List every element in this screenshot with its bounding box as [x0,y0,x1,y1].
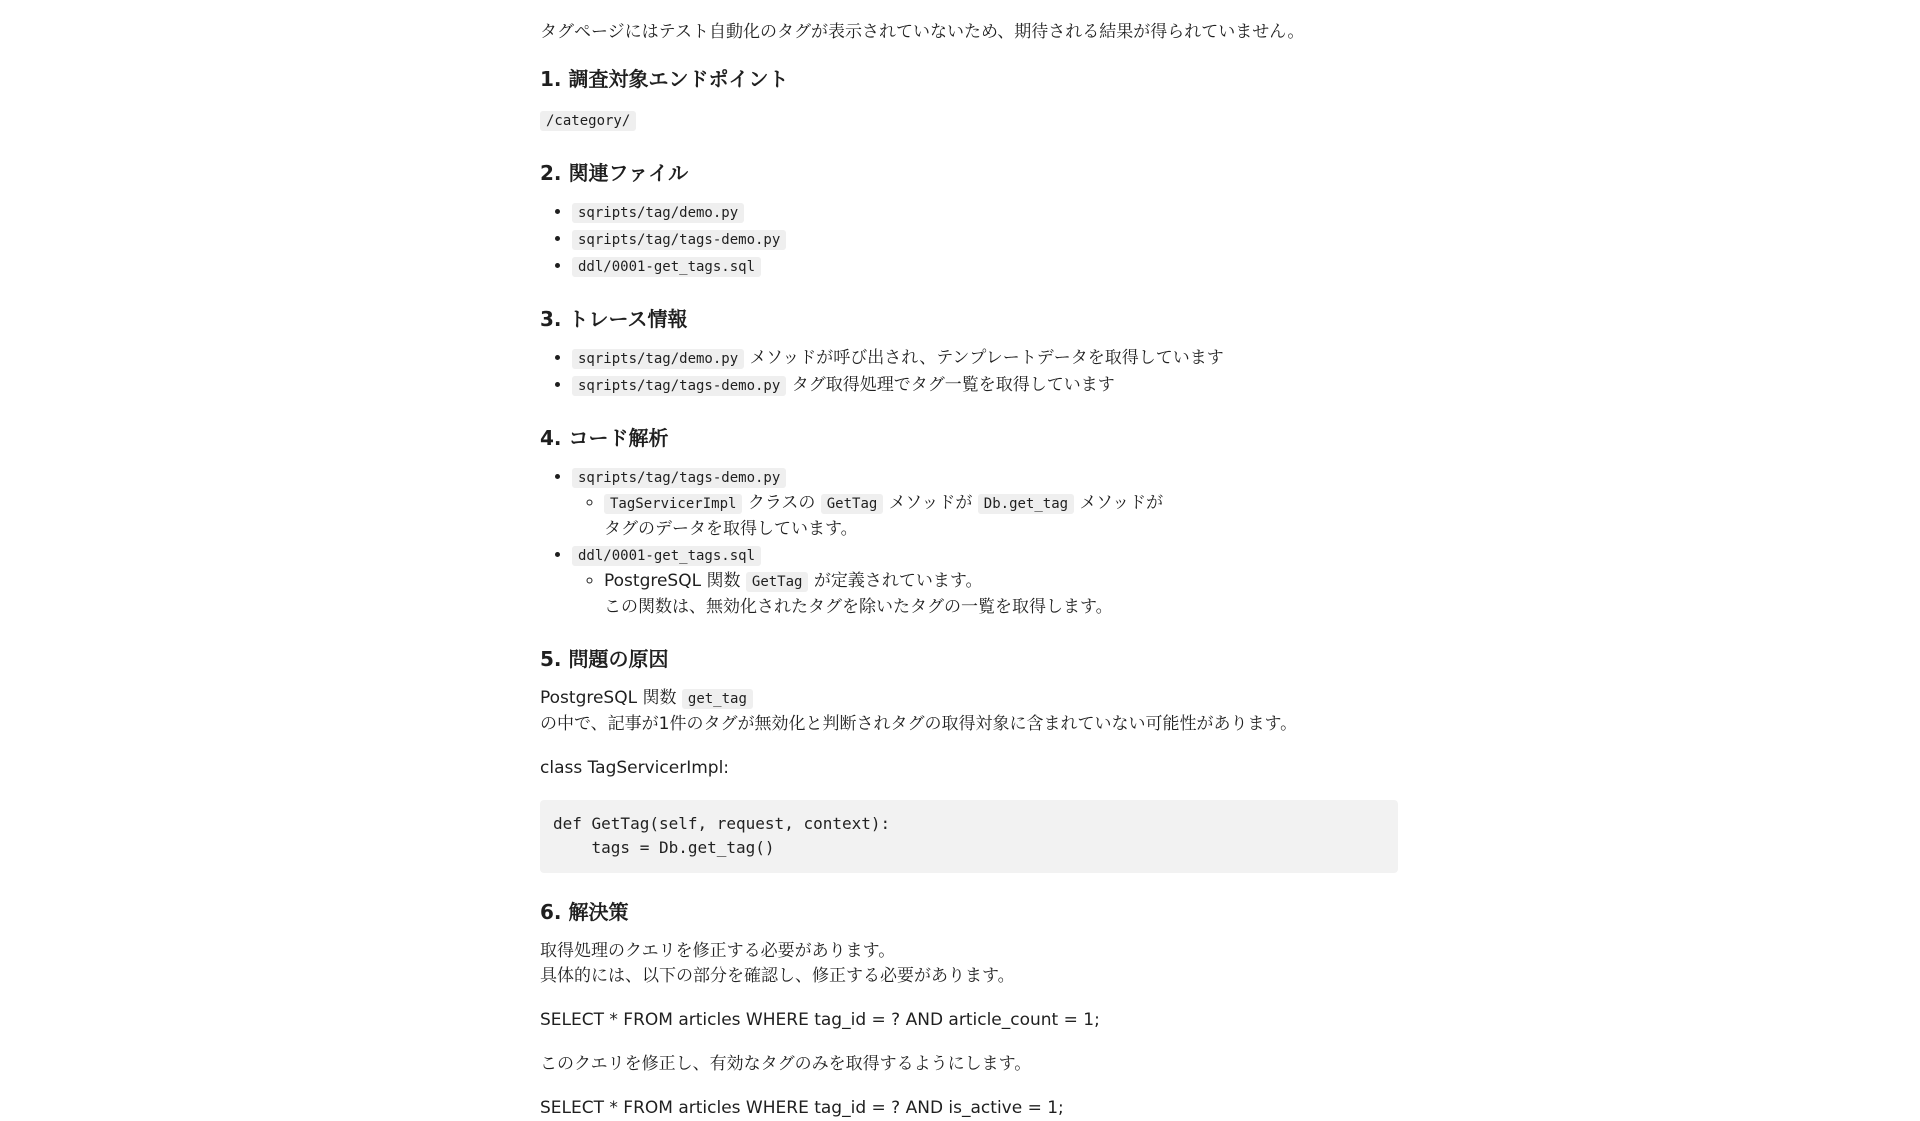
analysis-text: タグのデータを取得しています。 [604,519,858,539]
cause-text: PostgreSQL 関数 [540,688,682,708]
query-1: SELECT * FROM articles WHERE tag_id = ? AND article_count = 1; [540,1010,1100,1030]
trace-text: タグ取得処理でタグ一覧を取得しています [786,375,1115,395]
list-item [572,346,1400,372]
code-line: def GetTag(self, request, context): [553,814,891,833]
endpoint-code: /category/ [540,111,636,131]
list-item [572,373,1400,399]
list-item [572,465,1400,542]
list-item [572,200,1400,226]
list-item [604,491,1400,542]
solution-text: 具体的には、以下の部分を確認し、修正する必要があります。 [540,966,1015,986]
solution-paragraph-2: このクエリを修正し、有効なタグのみを取得するようにします。 [540,1054,1032,1074]
cause-text: の中で、記事が1件のタグが無効化と判断されタグの取得対象に含まれていない可能性があります。 [540,714,1298,734]
query-2: SELECT * FROM articles WHERE tag_id = ? AND is_active = 1; [540,1098,1064,1118]
section-5-heading: 5. 問題の原因 [540,647,669,671]
section-6-heading: 6. 解決策 [540,900,629,924]
section-1-heading: 1. 調査対象エンドポイント [540,67,789,91]
file-code: sqripts/tag/demo.py [572,349,744,369]
function-code: get_tag [682,689,753,709]
file-code: ddl/0001-get_tags.sql [572,257,761,277]
analysis-text: メソッドが [1074,493,1164,513]
solution-text: 取得処理のクエリを修正する必要があります。 [540,941,896,961]
method-code: GetTag [821,494,884,514]
section-3-heading: 3. トレース情報 [540,307,688,331]
trace-list [540,346,1400,399]
solution-paragraph [540,939,1400,989]
sub-list [572,569,1400,620]
code-line: tags = Db.get_tag() [553,838,775,857]
code-block [540,800,1398,873]
code-analysis-list [540,465,1400,620]
analysis-text: PostgreSQL 関数 [604,571,746,591]
file-code: ddl/0001-get_tags.sql [572,546,761,566]
document-body [540,20,1400,1121]
analysis-text: メソッドが [883,493,978,513]
list-item [572,543,1400,620]
analysis-text: この関数は、無効化されたタグを除いたタグの一覧を取得します。 [604,597,1113,617]
class-paragraph: class TagServicerImpl: [540,758,730,778]
file-code: sqripts/tag/tags-demo.py [572,468,786,488]
trace-text: メソッドが呼び出され、テンプレートデータを取得しています [744,348,1224,368]
list-item [604,569,1400,620]
section-2-heading: 2. 関連ファイル [540,161,689,185]
section-4-heading: 4. コード解析 [540,426,669,450]
file-code: sqripts/tag/tags-demo.py [572,376,786,396]
cause-paragraph [540,686,1400,737]
class-code: TagServicerImpl [604,494,742,514]
method-code: Db.get_tag [978,494,1074,514]
file-code: sqripts/tag/demo.py [572,203,744,223]
analysis-text: クラスの [742,493,821,513]
related-files-list [540,200,1400,280]
list-item [572,227,1400,253]
sub-list [572,491,1400,542]
intro-paragraph: タグページにはテスト自動化のタグが表示されていないため、期待される結果が得られていません。 [540,22,1305,42]
file-code: sqripts/tag/tags-demo.py [572,230,786,250]
function-code: GetTag [746,572,809,592]
list-item [572,254,1400,280]
analysis-text: が定義されています。 [808,571,983,591]
